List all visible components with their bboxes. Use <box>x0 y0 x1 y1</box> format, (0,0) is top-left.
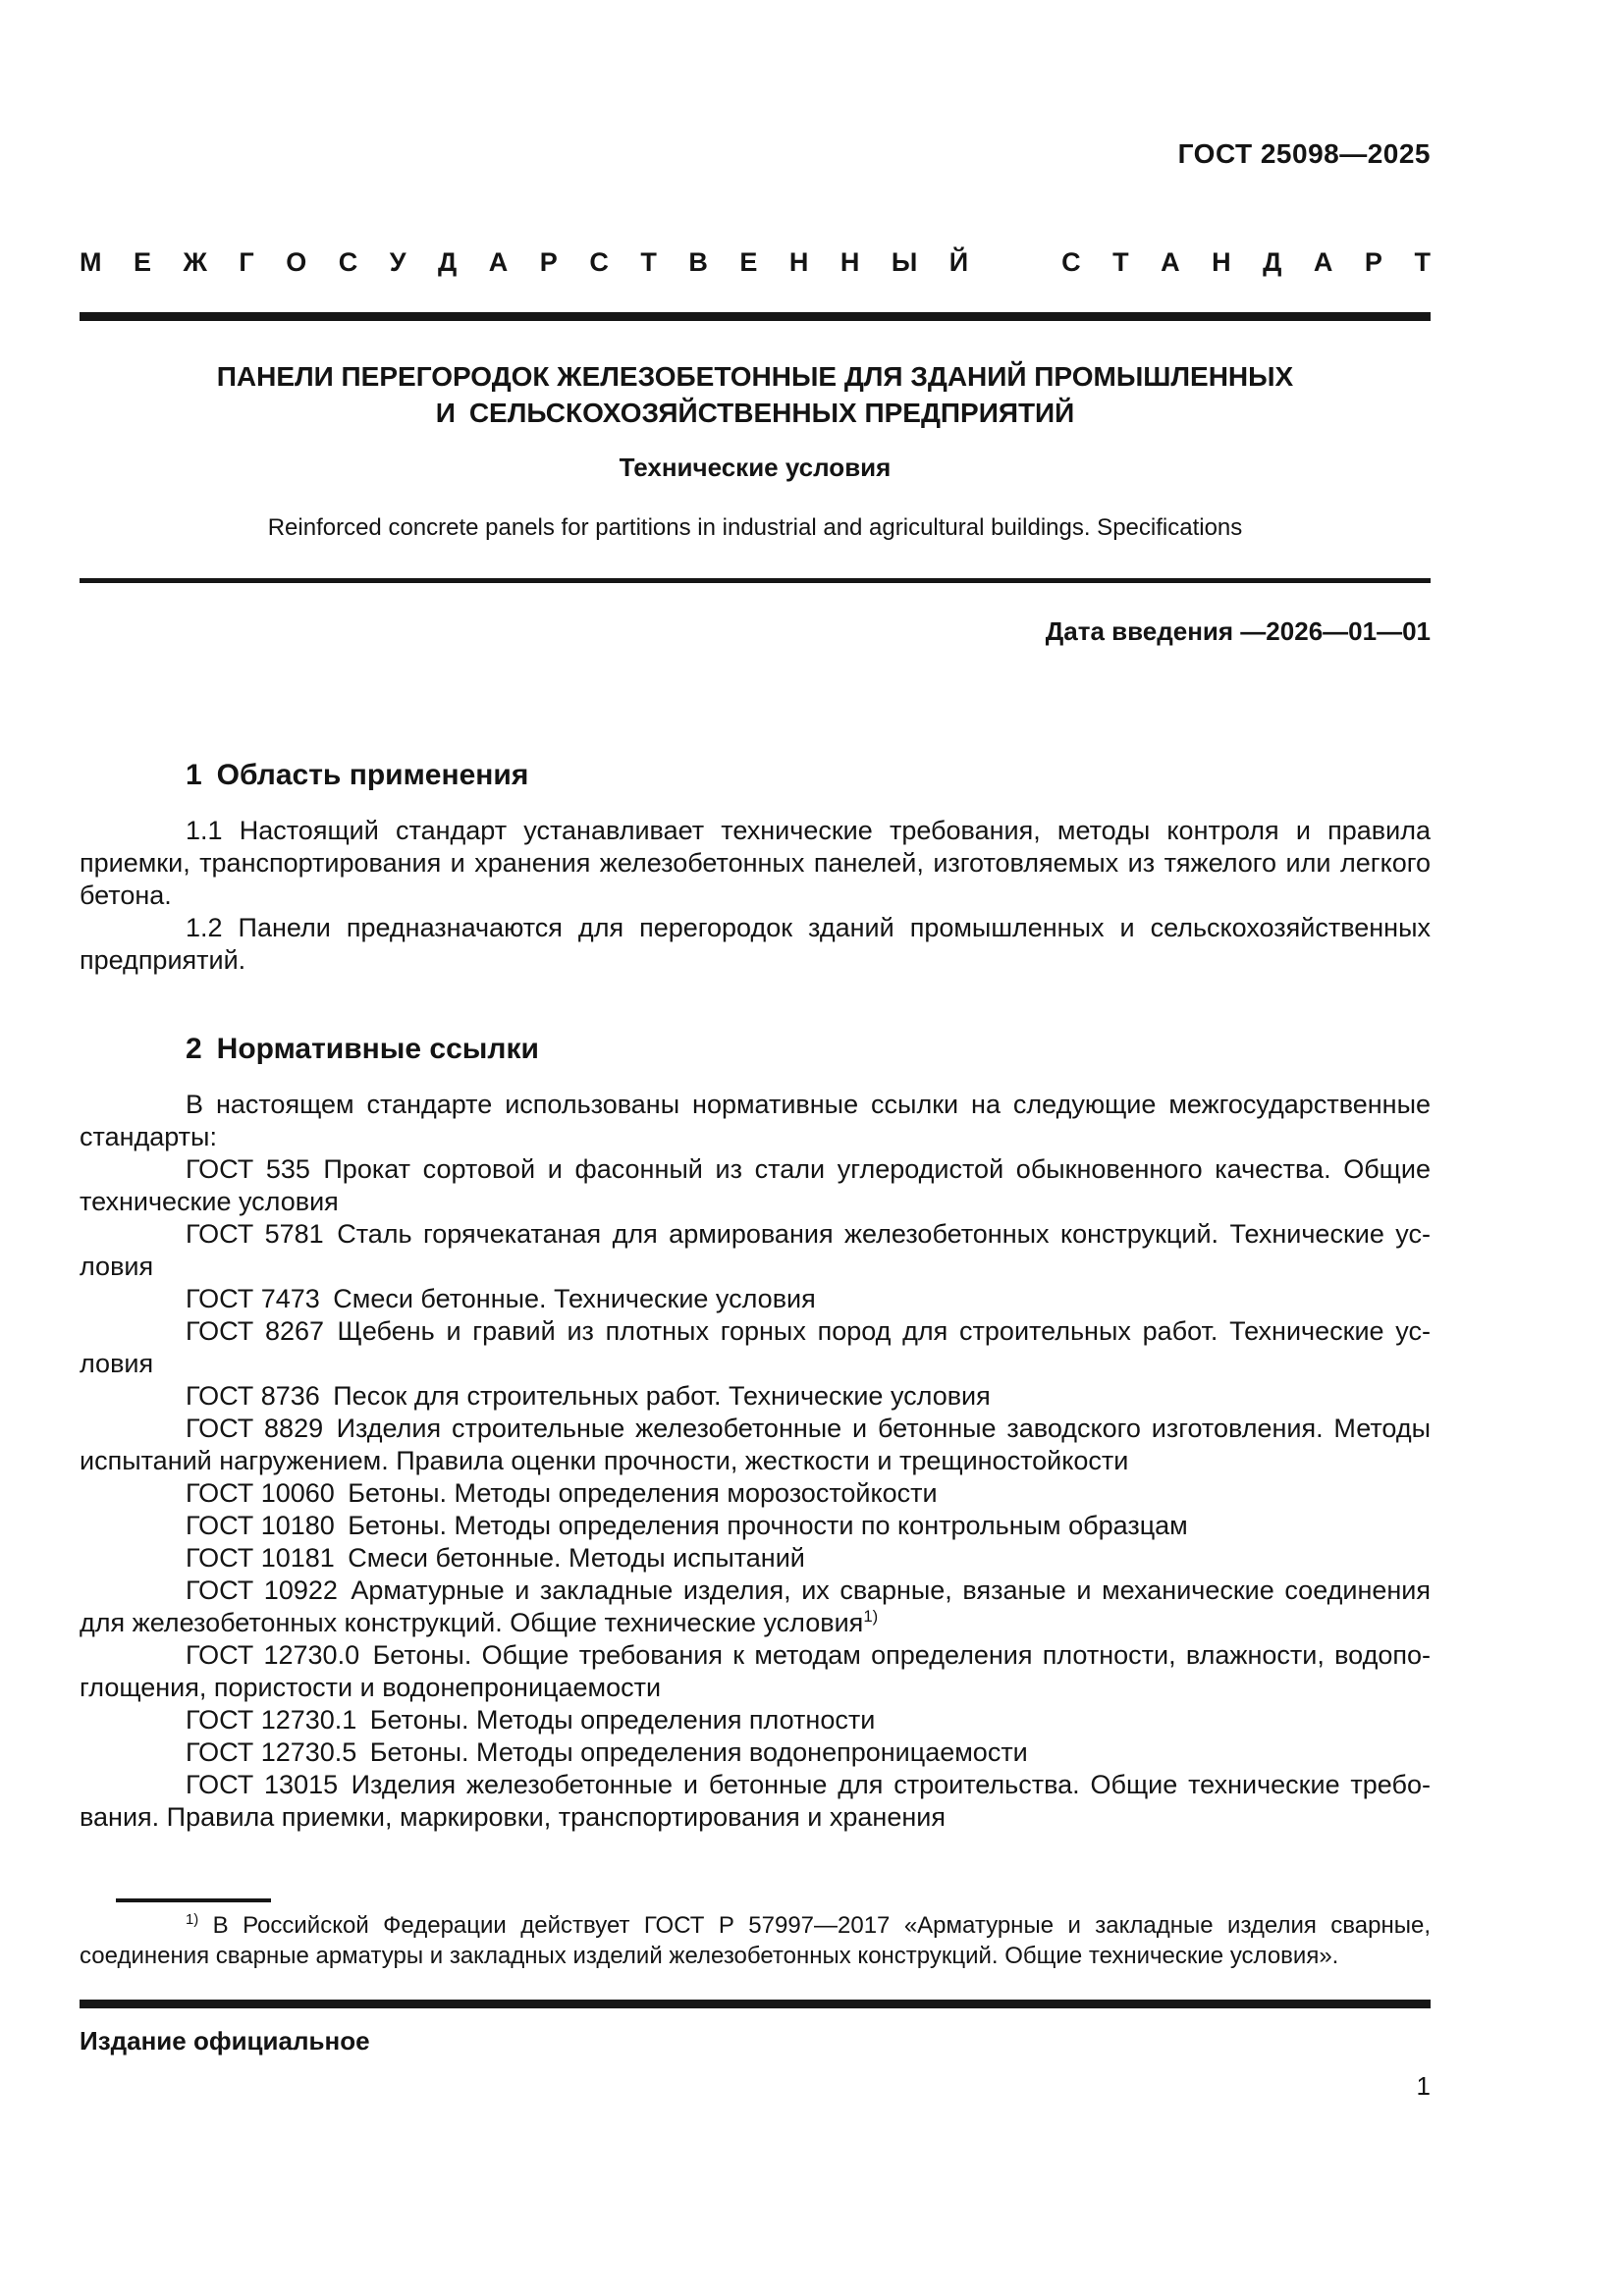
reference-item <box>80 1639 1431 1704</box>
title-separator-rule <box>80 578 1431 583</box>
reference-text: ГОСТ 8829 Изделия строительные железобетонные и бетонные заводского изготовления. Методы испытаний нагружением. Правила оценки прочности, жесткости и трещиностойкости <box>80 1414 1431 1475</box>
official-edition-note: Издание официальное <box>80 2026 370 2056</box>
standard-type-banner: М Е Ж Г О С У Д А Р С Т В Е Н Н Ы Й С Т А Н Д А Р Т <box>80 247 1431 277</box>
document-title-english: Reinforced concrete panels for partitions in industrial and agricultural buildings. Specifications <box>267 514 1243 541</box>
effective-date: Дата введения —2026—01—01 <box>1045 616 1431 646</box>
document-title-line-1: ПАНЕЛИ ПЕРЕГОРОДОК ЖЕЛЕЗОБЕТОННЫЕ ДЛЯ ЗДАНИЙ ПРОМЫШЛЕННЫХ <box>216 361 1294 392</box>
page-number: 1 <box>1416 2071 1431 2101</box>
reference-item <box>80 1283 1431 1315</box>
footer-rule <box>80 2000 1431 2008</box>
references-list <box>80 1153 1431 1834</box>
reference-text: ГОСТ 8267 Щебень и гравий из плотных горных пород для строительных работ. Технические условия <box>80 1316 1431 1378</box>
paragraph-1-2: 1.2 Панели предназначаются для перегородок зданий промышленных и сельскохозяйственных предприятий. <box>80 913 1431 975</box>
document-subtitle: Технические условия <box>619 453 892 482</box>
reference-text: ГОСТ 8736 Песок для строительных работ. Технические условия <box>186 1381 991 1411</box>
section-1-body <box>80 815 1431 977</box>
section-2-body <box>80 1089 1431 1834</box>
reference-text: ГОСТ 10922 Арматурные и закладные изделия, их сварные, вязаные и механические соединения для железобетонных конструкций. Общие технические условия <box>80 1575 1431 1637</box>
reference-text: ГОСТ 13015 Изделия железобетонные и бетонные для строительства. Общие технические требования. Правила приемки, маркировки, транспортирования и хранения <box>80 1770 1431 1832</box>
paragraph-1-1: 1.1 Настоящий стандарт устанавливает технические требования, методы контроля и правила приемки, транспортирования и хранения железобетонных панелей, изготовляемых из тяжелого или легкого бетона. <box>80 816 1431 910</box>
header-rule <box>80 312 1431 321</box>
footnote-text: В Российской Федерации действует ГОСТ Р 57997—2017 «Арматурные и закладные изделия сварные, соединения сварные арматуры и закладных изделий железобетонных конструкций. Общие технические условия». <box>80 1912 1431 1969</box>
section-2-intro: В настоящем стандарте использованы нормативные ссылки на следующие межгосударственные стандарты: <box>80 1090 1431 1151</box>
section-2-heading: 2 Нормативные ссылки <box>186 1033 539 1065</box>
reference-item <box>80 1769 1431 1834</box>
reference-item <box>80 1413 1431 1477</box>
reference-footnote-marker: 1) <box>863 1607 879 1626</box>
reference-item <box>80 1477 1431 1510</box>
reference-text: ГОСТ 7473 Смеси бетонные. Технические условия <box>186 1284 816 1313</box>
reference-text: ГОСТ 10060 Бетоны. Методы определения морозостойкости <box>186 1478 938 1508</box>
reference-text: ГОСТ 12730.0 Бетоны. Общие требования к методам определения плотности, влажности, водопоглощения, пористости и водонепроницаемости <box>80 1640 1431 1702</box>
reference-item <box>80 1380 1431 1413</box>
reference-item <box>80 1315 1431 1380</box>
doc-number: ГОСТ 25098—2025 <box>1177 138 1431 169</box>
reference-item <box>80 1510 1431 1542</box>
reference-item <box>80 1218 1431 1283</box>
reference-item <box>80 1542 1431 1575</box>
reference-text: ГОСТ 12730.1 Бетоны. Методы определения плотности <box>186 1705 876 1735</box>
document-title <box>80 358 1431 431</box>
document-title-line-2: И СЕЛЬСКОХОЗЯЙСТВЕННЫХ ПРЕДПРИЯТИЙ <box>435 398 1075 428</box>
footnote <box>80 1910 1431 1971</box>
footnote-separator <box>116 1898 271 1902</box>
reference-item <box>80 1575 1431 1639</box>
reference-text: ГОСТ 535 Прокат сортовой и фасонный из стали углеродистой обыкновенного качества. Общие технические условия <box>80 1154 1431 1216</box>
section-1-heading: 1 Область применения <box>186 759 529 791</box>
reference-item <box>80 1153 1431 1218</box>
reference-item <box>80 1736 1431 1769</box>
reference-text: ГОСТ 12730.5 Бетоны. Методы определения водонепроницаемости <box>186 1737 1028 1767</box>
reference-text: ГОСТ 10180 Бетоны. Методы определения прочности по контрольным образцам <box>186 1511 1188 1540</box>
reference-text: ГОСТ 10181 Смеси бетонные. Методы испытаний <box>186 1543 805 1573</box>
footnote-marker: 1) <box>186 1912 199 1928</box>
reference-text: ГОСТ 5781 Сталь горячекатаная для армирования железобетонных конструкций. Технические условия <box>80 1219 1431 1281</box>
reference-item <box>80 1704 1431 1736</box>
